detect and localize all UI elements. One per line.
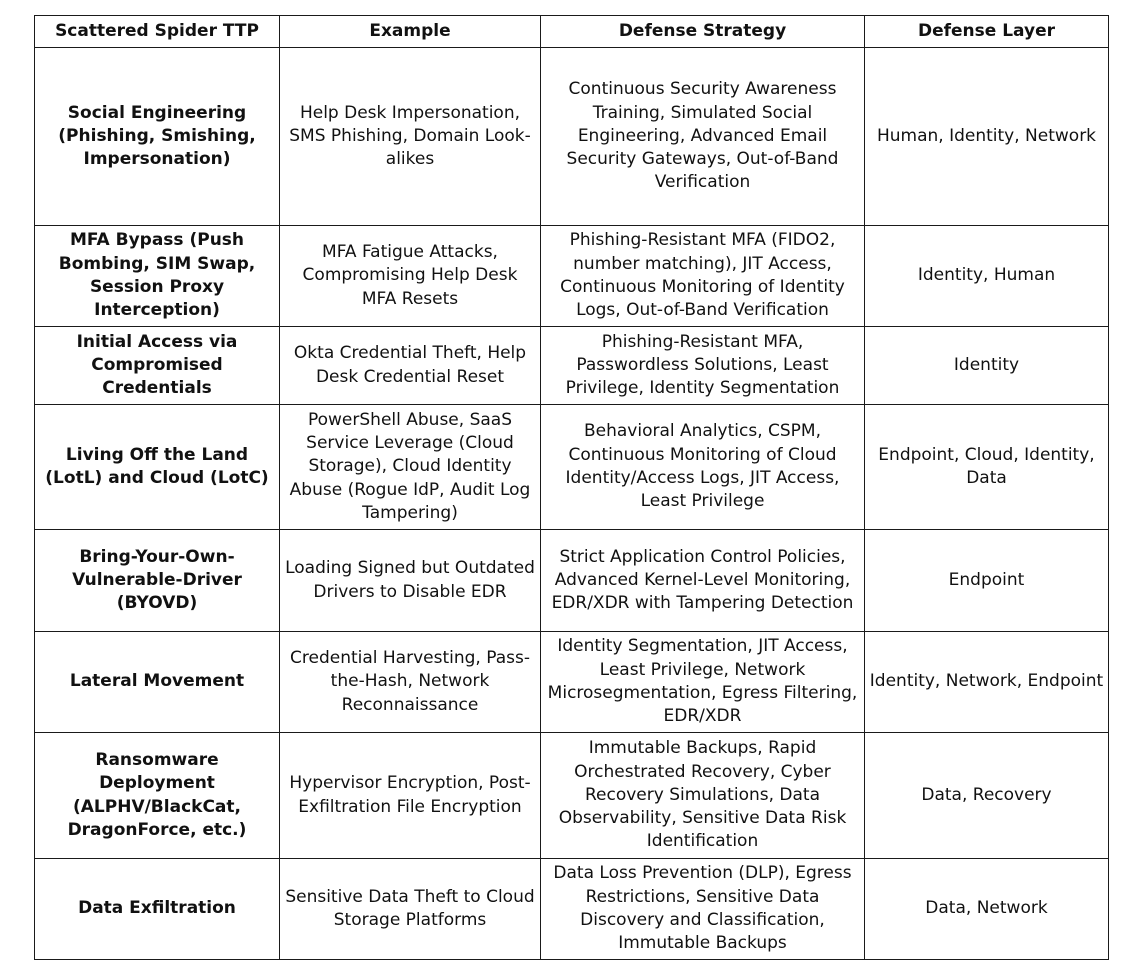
layer-cell: Endpoint, Cloud, Identity, Data [865,405,1109,530]
example-cell: Loading Signed but Outdated Drivers to Disable EDR [280,530,541,632]
strategy-cell: Immutable Backups, Rapid Orchestrated Recovery, Cyber Recovery Simulations, Data Observability, Sensitive Data Risk Identification [541,733,865,859]
table-row [35,733,1109,859]
table-row [35,48,1109,226]
strategy-cell: Continuous Security Awareness Training, Simulated Social Engineering, Advanced Email Security Gateways, Out-of-Band Verification [541,48,865,226]
layer-cell: Human, Identity, Network [865,48,1109,226]
example-cell: Credential Harvesting, Pass-the-Hash, Network Reconnaissance [280,632,541,733]
header-defense-layer: Defense Layer [865,16,1109,48]
ttp-cell: MFA Bypass (Push Bombing, SIM Swap, Session Proxy Interception) [35,226,280,327]
example-cell: Okta Credential Theft, Help Desk Credential Reset [280,327,541,405]
strategy-cell: Data Loss Prevention (DLP), Egress Restrictions, Sensitive Data Discovery and Classification, Immutable Backups [541,859,865,960]
ttp-cell: Ransomware Deployment (ALPHV/BlackCat, DragonForce, etc.) [35,733,280,859]
header-example: Example [280,16,541,48]
example-cell: MFA Fatigue Attacks, Compromising Help Desk MFA Resets [280,226,541,327]
layer-cell: Identity, Human [865,226,1109,327]
example-cell: PowerShell Abuse, SaaS Service Leverage (Cloud Storage), Cloud Identity Abuse (Rogue IdP, Audit Log Tampering) [280,405,541,530]
example-cell: Hypervisor Encryption, Post-Exfiltration File Encryption [280,733,541,859]
strategy-cell: Behavioral Analytics, CSPM, Continuous Monitoring of Cloud Identity/Access Logs, JIT Access, Least Privilege [541,405,865,530]
ttp-cell: Social Engineering (Phishing, Smishing, Impersonation) [35,48,280,226]
strategy-cell: Phishing-Resistant MFA (FIDO2, number matching), JIT Access, Continuous Monitoring of Identity Logs, Out-of-Band Verification [541,226,865,327]
layer-cell: Identity, Network, Endpoint [865,632,1109,733]
layer-cell: Data, Network [865,859,1109,960]
table-row [35,530,1109,632]
layer-cell: Identity [865,327,1109,405]
header-ttp: Scattered Spider TTP [35,16,280,48]
layer-cell: Data, Recovery [865,733,1109,859]
layer-cell: Endpoint [865,530,1109,632]
ttp-defense-table [34,15,1109,960]
ttp-cell: Bring-Your-Own-Vulnerable-Driver (BYOVD) [35,530,280,632]
strategy-cell: Identity Segmentation, JIT Access, Least Privilege, Network Microsegmentation, Egress Filtering, EDR/XDR [541,632,865,733]
table-row [35,859,1109,960]
ttp-cell: Initial Access via Compromised Credentials [35,327,280,405]
strategy-cell: Phishing-Resistant MFA, Passwordless Solutions, Least Privilege, Identity Segmentation [541,327,865,405]
example-cell: Help Desk Impersonation, SMS Phishing, Domain Look-alikes [280,48,541,226]
table-row [35,226,1109,327]
table-row [35,327,1109,405]
ttp-cell: Lateral Movement [35,632,280,733]
table-row [35,632,1109,733]
header-defense-strategy: Defense Strategy [541,16,865,48]
ttp-cell: Data Exfiltration [35,859,280,960]
header-row [35,16,1109,48]
example-cell: Sensitive Data Theft to Cloud Storage Platforms [280,859,541,960]
table-row [35,405,1109,530]
ttp-cell: Living Off the Land (LotL) and Cloud (LotC) [35,405,280,530]
strategy-cell: Strict Application Control Policies, Advanced Kernel-Level Monitoring, EDR/XDR with Tampering Detection [541,530,865,632]
